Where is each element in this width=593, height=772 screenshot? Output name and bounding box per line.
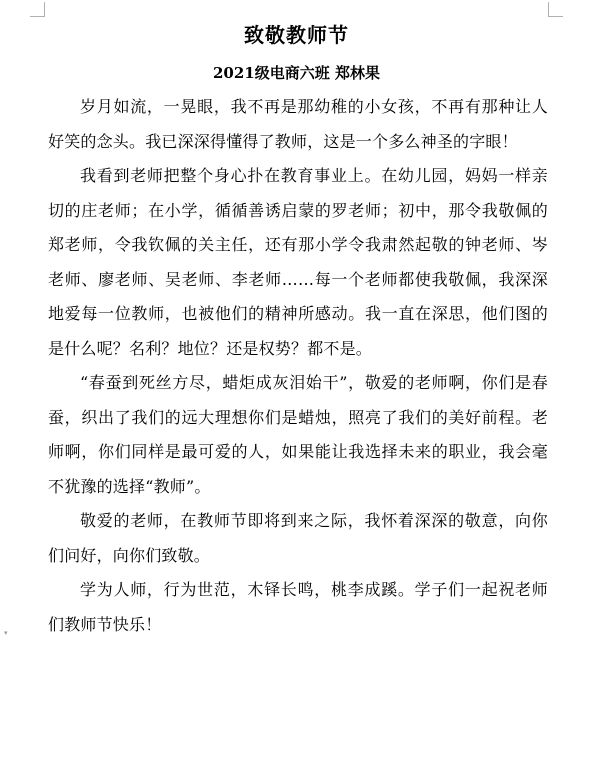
document-body (48, 90, 548, 642)
paragraph-2: 我看到老师把整个身心扑在教育事业上。在幼儿园，妈妈一样亲切的庄老师；在小学，循循善诱启蒙的罗老师；初中，那令我敬佩的郑老师，令我钦佩的关主任，还有那小学令我肃然起敬的钟老师、岑老师、廖老师、吴老师、李老师……每一个老师都使我敬佩，我深深地爱每一位教师，也被他们的精神所感动。我一直在深思，他们图的是什么呢？名利？地位？还是权势？都不是。 (48, 166, 548, 358)
top-right-crop-mark (548, 2, 563, 17)
collapse-marker-icon[interactable]: ▾ (4, 629, 8, 637)
paragraph-5: 学为人师，行为世范，木铎长鸣，桃李成蹊。学子们一起祝老师们教师节快乐！ (48, 580, 548, 634)
paragraph-1: 岁月如流，一晃眼，我不再是那幼稚的小女孩，不再有那种让人好笑的念头。我已深深得懂得了教师，这是一个多么神圣的字眼！ (48, 97, 548, 151)
top-left-crop-mark (30, 2, 45, 17)
paragraph-3: “春蚕到死丝方尽，蜡炬成灰泪始干”，敬爱的老师啊，你们是春蚕，织出了我们的远大理想你们是蜡烛，照亮了我们的美好前程。老师啊，你们同样是最可爱的人，如果能让我选择未来的职业，我会毫不犹豫的选择“教师”。 (48, 373, 548, 496)
author-line: 2021级电商六班 郑林果 (213, 64, 380, 82)
paragraph-4: 敬爱的老师，在教师节即将到来之际，我怀着深深的敬意，向你们问好，向你们致敬。 (48, 511, 548, 565)
document-title: 致敬教师节 (244, 23, 349, 47)
